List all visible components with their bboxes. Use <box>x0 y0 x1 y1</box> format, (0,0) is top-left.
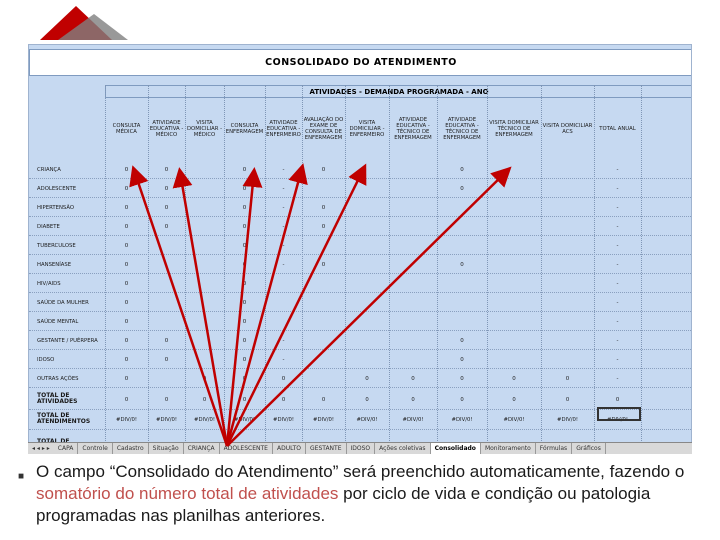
table-cell[interactable]: 0 <box>321 205 326 211</box>
table-cell[interactable]: 0 <box>164 338 169 344</box>
table-cell[interactable]: 0 <box>124 205 129 211</box>
sheet-subtitle: ATIVIDADES - DEMANDA PROGRAMADA - ANO <box>105 85 692 98</box>
total-cell[interactable]: #DIV/0! <box>557 417 578 423</box>
sheet-tab[interactable]: IDOSO <box>347 443 376 454</box>
column-header: VISITA DOMICILIAR TÉCNICO DE ENFERMAGEM <box>489 119 539 139</box>
arrow-2 <box>180 172 227 446</box>
table-cell[interactable]: 0 <box>242 224 247 230</box>
table-cell[interactable]: 0 <box>460 357 464 363</box>
sheet-tab[interactable]: ADOLESCENTE <box>220 443 273 454</box>
table-cell[interactable]: 0 <box>164 205 169 211</box>
total-cell[interactable]: 0 <box>242 397 247 403</box>
table-cell[interactable]: 0 <box>460 376 464 382</box>
caption-part-1: O campo “Consolidado do Atendimento” será preenchido automaticamente, fazendo o <box>36 462 685 481</box>
arrow-5 <box>227 168 364 446</box>
total-cell[interactable]: #DIV/0! <box>402 417 424 423</box>
row-label: ADOLESCENTE <box>37 186 77 192</box>
total-cell[interactable]: 0 <box>202 397 207 403</box>
sheet-tab[interactable]: Consolidado <box>431 443 481 454</box>
table-cell[interactable]: 0 <box>242 281 247 287</box>
table-cell[interactable]: 0 <box>164 167 169 173</box>
total-cell[interactable]: 0 <box>615 397 620 403</box>
row-label: IDOSO <box>37 357 55 363</box>
table-cell[interactable]: 0 <box>365 376 369 382</box>
table-cell[interactable]: 0 <box>321 262 326 268</box>
column-header: VISITA DOMICILIAR - MÉDICO <box>186 119 223 139</box>
table-cell[interactable]: - <box>616 167 619 173</box>
table-cell[interactable]: - <box>282 205 285 211</box>
column-header: AVALIAÇÃO DO EXAME DE CONSULTA DE ENFERMAGEM <box>303 116 344 142</box>
caption-highlight: somatório do número total de atividades <box>36 484 339 503</box>
arrow-4 <box>227 168 302 446</box>
total-cell[interactable]: #DIV/0! <box>451 417 473 423</box>
table-cell[interactable]: 0 <box>281 376 286 382</box>
table-cell[interactable]: 0 <box>164 224 169 230</box>
total-cell[interactable]: #DIV/0! <box>273 417 294 423</box>
table-cell[interactable]: 0 <box>460 338 464 344</box>
sheet-tab[interactable]: Gráficos <box>572 443 606 454</box>
tab-nav-arrows-icon[interactable]: ◂ ◂ ▸ ▸ <box>32 445 50 452</box>
total-cell[interactable]: 0 <box>124 397 129 403</box>
bullet-icon: ■ <box>18 471 25 482</box>
table-cell[interactable]: - <box>282 262 285 268</box>
table-cell[interactable]: 0 <box>202 376 207 382</box>
sheet-tab[interactable]: Controle <box>78 443 112 454</box>
column-header: ATIVIDADE EDUCATIVA - MÉDICO <box>149 119 184 139</box>
table-cell[interactable]: 0 <box>242 262 247 268</box>
table-cell[interactable]: - <box>282 338 285 344</box>
table-cell[interactable]: 0 <box>321 224 326 230</box>
table-cell[interactable]: 0 <box>242 300 247 306</box>
column-header: ATIVIDADE EDUCATIVA - TÉCNICO DE ENFERMAGEM <box>394 116 432 142</box>
table-cell[interactable]: - <box>282 167 285 173</box>
column-header: VISITA DOMICILIAR - ENFERMEIRO <box>349 119 385 139</box>
total-cell[interactable]: #DIV/0! <box>116 417 137 423</box>
arrow-6 <box>227 170 508 446</box>
column-header: VISITA DOMICILIAR ACS <box>542 122 593 135</box>
table-cell[interactable]: 0 <box>124 186 129 192</box>
column-header: CONSULTA MÉDICA <box>112 122 141 135</box>
table-cell[interactable]: 0 <box>124 167 129 173</box>
table-cell[interactable]: 0 <box>242 319 247 325</box>
table-cell[interactable]: 0 <box>124 243 129 249</box>
total-cell[interactable]: #DIV/0! <box>194 417 215 423</box>
total-cell[interactable]: 0 <box>512 397 516 403</box>
row-label: HANSENÍASE <box>37 262 72 268</box>
total-row-label: TOTAL DE ATIVIDADES <box>37 392 78 405</box>
table-cell[interactable]: 0 <box>124 338 129 344</box>
row-label: SAÚDE DA MULHER <box>37 300 89 306</box>
total-cell[interactable]: #DIV/0! <box>234 417 255 423</box>
table-cell[interactable]: 0 <box>512 376 516 382</box>
total-cell[interactable]: 0 <box>321 397 326 403</box>
column-header: TOTAL ANUAL <box>599 125 636 132</box>
table-cell[interactable]: - <box>616 205 619 211</box>
row-label: HIV/AIDS <box>37 281 61 287</box>
column-header: ATIVIDADE EDUCATIVA - ENFERMEIRO <box>266 119 301 139</box>
table-cell[interactable]: 0 <box>242 186 247 192</box>
table-cell[interactable]: 0 <box>124 319 129 325</box>
caption-text <box>18 461 718 527</box>
table-cell[interactable]: 0 <box>124 300 129 306</box>
sheet-tab[interactable]: GESTANTE <box>306 443 347 454</box>
table-cell[interactable]: 0 <box>242 338 247 344</box>
table-cell[interactable]: 0 <box>124 281 129 287</box>
row-label: SAÚDE MENTAL <box>37 319 79 325</box>
sheet-tab[interactable]: Fórmulas <box>536 443 572 454</box>
table-cell[interactable]: 0 <box>242 167 247 173</box>
sheet-tab[interactable]: Monitoramento <box>481 443 536 454</box>
sheet-tab[interactable]: Cadastro <box>113 443 149 454</box>
total-cell[interactable]: 0 <box>365 397 369 403</box>
row-label: OUTRAS AÇÕES <box>37 376 79 382</box>
total-cell[interactable]: 0 <box>411 397 415 403</box>
table-cell[interactable]: 0 <box>124 357 129 363</box>
sheet-tab[interactable]: Situação <box>149 443 184 454</box>
table-cell[interactable]: 0 <box>242 205 247 211</box>
total-cell[interactable]: #DIV/0! <box>313 417 334 423</box>
total-cell[interactable]: #DIV/0! <box>607 417 628 423</box>
table-cell[interactable]: - <box>616 376 619 382</box>
table-cell[interactable]: - <box>616 281 619 287</box>
sheet-tab[interactable]: CAPA <box>54 443 79 454</box>
table-cell[interactable]: 0 <box>124 376 129 382</box>
table-cell[interactable]: - <box>616 243 619 249</box>
total-cell[interactable]: 0 <box>281 397 286 403</box>
table-cell[interactable]: 0 <box>242 243 247 249</box>
caption-part-2: por ciclo de vida e condição ou patologia programadas nas planilhas anteriores. <box>36 484 651 525</box>
row-label: CRIANÇA <box>37 167 61 173</box>
table-cell[interactable]: 0 <box>321 167 326 173</box>
total-cell[interactable]: 0 <box>460 397 464 403</box>
total-cell[interactable]: 0 <box>164 397 169 403</box>
table-cell[interactable]: - <box>282 357 285 363</box>
table-cell[interactable]: - <box>616 262 619 268</box>
table-cell[interactable]: - <box>616 300 619 306</box>
table-cell[interactable]: - <box>282 224 285 230</box>
sheet-title: CONSOLIDADO DO ATENDIMENTO <box>29 49 692 76</box>
table-cell[interactable]: 0 <box>460 262 464 268</box>
table-cell[interactable]: - <box>616 224 619 230</box>
table-cell[interactable]: 0 <box>460 167 464 173</box>
total-cell[interactable]: #DIV/0! <box>503 417 525 423</box>
table-cell[interactable]: - <box>616 186 619 192</box>
total-cell[interactable]: #DIV/0! <box>156 417 177 423</box>
table-cell[interactable]: 0 <box>565 376 570 382</box>
table-cell[interactable]: 0 <box>164 357 169 363</box>
arrow-3 <box>227 172 254 446</box>
table-cell[interactable]: 0 <box>164 186 169 192</box>
arrow-1 <box>134 170 227 446</box>
table-cell[interactable]: - <box>282 243 285 249</box>
table-cell[interactable]: - <box>282 186 285 192</box>
column-header: ATIVIDADE EDUCATIVA - TÉCNICO DE ENFERMAGEM <box>443 116 481 142</box>
row-label: DIABETE <box>37 224 60 230</box>
sheet-tab[interactable]: ADULTO <box>273 443 306 454</box>
slide-caption <box>18 461 718 527</box>
table-cell[interactable]: - <box>616 338 619 344</box>
sheet-tab[interactable]: Ações coletivas <box>375 443 430 454</box>
table-cell[interactable]: 0 <box>124 262 129 268</box>
total-cell[interactable]: 0 <box>565 397 570 403</box>
table-cell[interactable]: - <box>616 319 619 325</box>
table-cell[interactable]: 0 <box>124 224 129 230</box>
total-row-label: TOTAL DE ATENDIMENTOS <box>37 412 91 425</box>
table-cell[interactable]: 0 <box>460 186 464 192</box>
column-header: CONSULTA ENFERMAGEM <box>225 122 264 135</box>
table-cell[interactable]: - <box>616 357 619 363</box>
total-cell[interactable]: #DIV/0! <box>356 417 378 423</box>
table-cell[interactable]: 0 <box>242 357 247 363</box>
table-cell[interactable]: 0 <box>242 376 247 382</box>
table-cell[interactable]: 0 <box>411 376 415 382</box>
row-label: TUBERCULOSE <box>37 243 76 249</box>
sheet-tab[interactable]: CRIANÇA <box>184 443 220 454</box>
row-label: GESTANTE / PUÉRPERA <box>37 338 98 344</box>
row-label: HIPERTENSÃO <box>37 205 75 211</box>
